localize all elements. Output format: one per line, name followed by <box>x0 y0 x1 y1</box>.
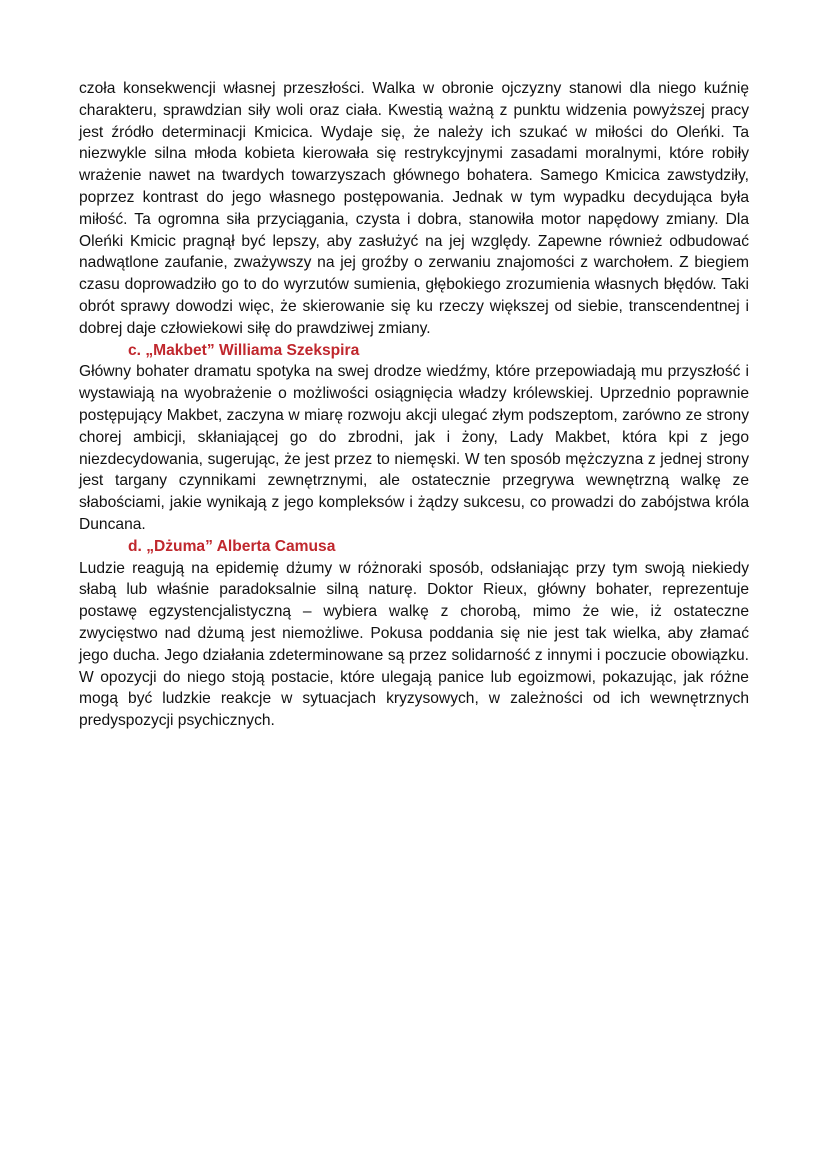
section-heading-makbet: c. „Makbet” Williama Szekspira <box>128 341 360 359</box>
paragraph-makbet: Główny bohater dramatu spotyka na swej drodze wiedźmy, które przepowiadają mu przyszłość i wystawiają na wyobrażenie o możliwości osiągnięcia władzy królewskiej. Uprzednio poprawnie postępujący Makbet, zaczyna w miarę rozwoju akcji ulegać złym podszeptom, zarówno ze strony chorej ambicji, skłaniającej go do zbrodni, jak i żony, Lady Makbet, która kpi z jego niezdecydowania, sugerując, że jest przez to niemęski. W ten sposób mężczyzna z jednej strony jest targany czynnikami zewnętrznymi, ale ostatecznie przegrywa wewnętrzną walkę ze słabościami, jakie wynikają z jego kompleksów i żądzy sukcesu, co prowadzi do zabójstwa króla Duncana. <box>79 363 749 533</box>
section-heading-dzuma: d. „Dżuma” Alberta Camusa <box>128 537 336 555</box>
paragraph-dzuma: Ludzie reagują na epidemię dżumy w różnoraki sposób, odsłaniając przy tym swoją niekiedy słabą lub właśnie paradoksalnie silną naturę. Doktor Rieux, główny bohater, reprezentuje postawę egzystencjalistyczną – wybiera walkę z chorobą, mimo że wie, iż ostateczne zwycięstwo nad dżumą jest niemożliwe. Pokusa poddania się nie jest tak wielka, aby złamać jego ducha. Jego działania zdeterminowane są przez solidarność z innymi i poczucie obowiązku. W opozycji do niego stoją postacie, które ulegają panice lub egoizmowi, pokazując, jak różne mogą być ludzkie reakcje w sytuacjach kryzysowych, w zależności od ich wewnętrznych predyspozycji psychicznych. <box>79 559 749 730</box>
paragraph-kmicic: czoła konsekwencji własnej przeszłości. Walka w obronie ojczyzny stanowi dla niego kuźnię charakteru, sprawdzian siły woli oraz ciała. Kwestią ważną z punktu widzenia powyższej pracy jest źródło determinacji Kmicica. Wydaje się, że należy ich szukać w miłości do Oleńki. Ta niezwykle silna młoda kobieta kierowała się restrykcyjnymi zasadami moralnymi, które robiły wrażenie nawet na twardych towarzyszach głównego bohatera. Samego Kmicica zawstydziły, poprzez kontrast do jego własnego postępowania. Jednak w tym wypadku decydująca była miłość. Ta ogromna siła przyciągania, czysta i dobra, stanowiła motor napędowy zmiany. Dla Oleńki Kmicic pragnął być lepszy, aby zasłużyć na jej względy. Zapewne również odbudować nadwątlone zaufanie, zważywszy na jej groźby o zerwaniu znajomości z warchołem. Z biegiem czasu doprowadziło go to do wyrzutów sumienia, głębokiego zrozumienia własnych błędów. Taki obrót sprawy dowodzi więc, że skierowanie się ku rzeczy większej od siebie, transcendentnej i dobrej daje człowiekowi siłę do prawdziwej zmiany. <box>79 80 749 337</box>
